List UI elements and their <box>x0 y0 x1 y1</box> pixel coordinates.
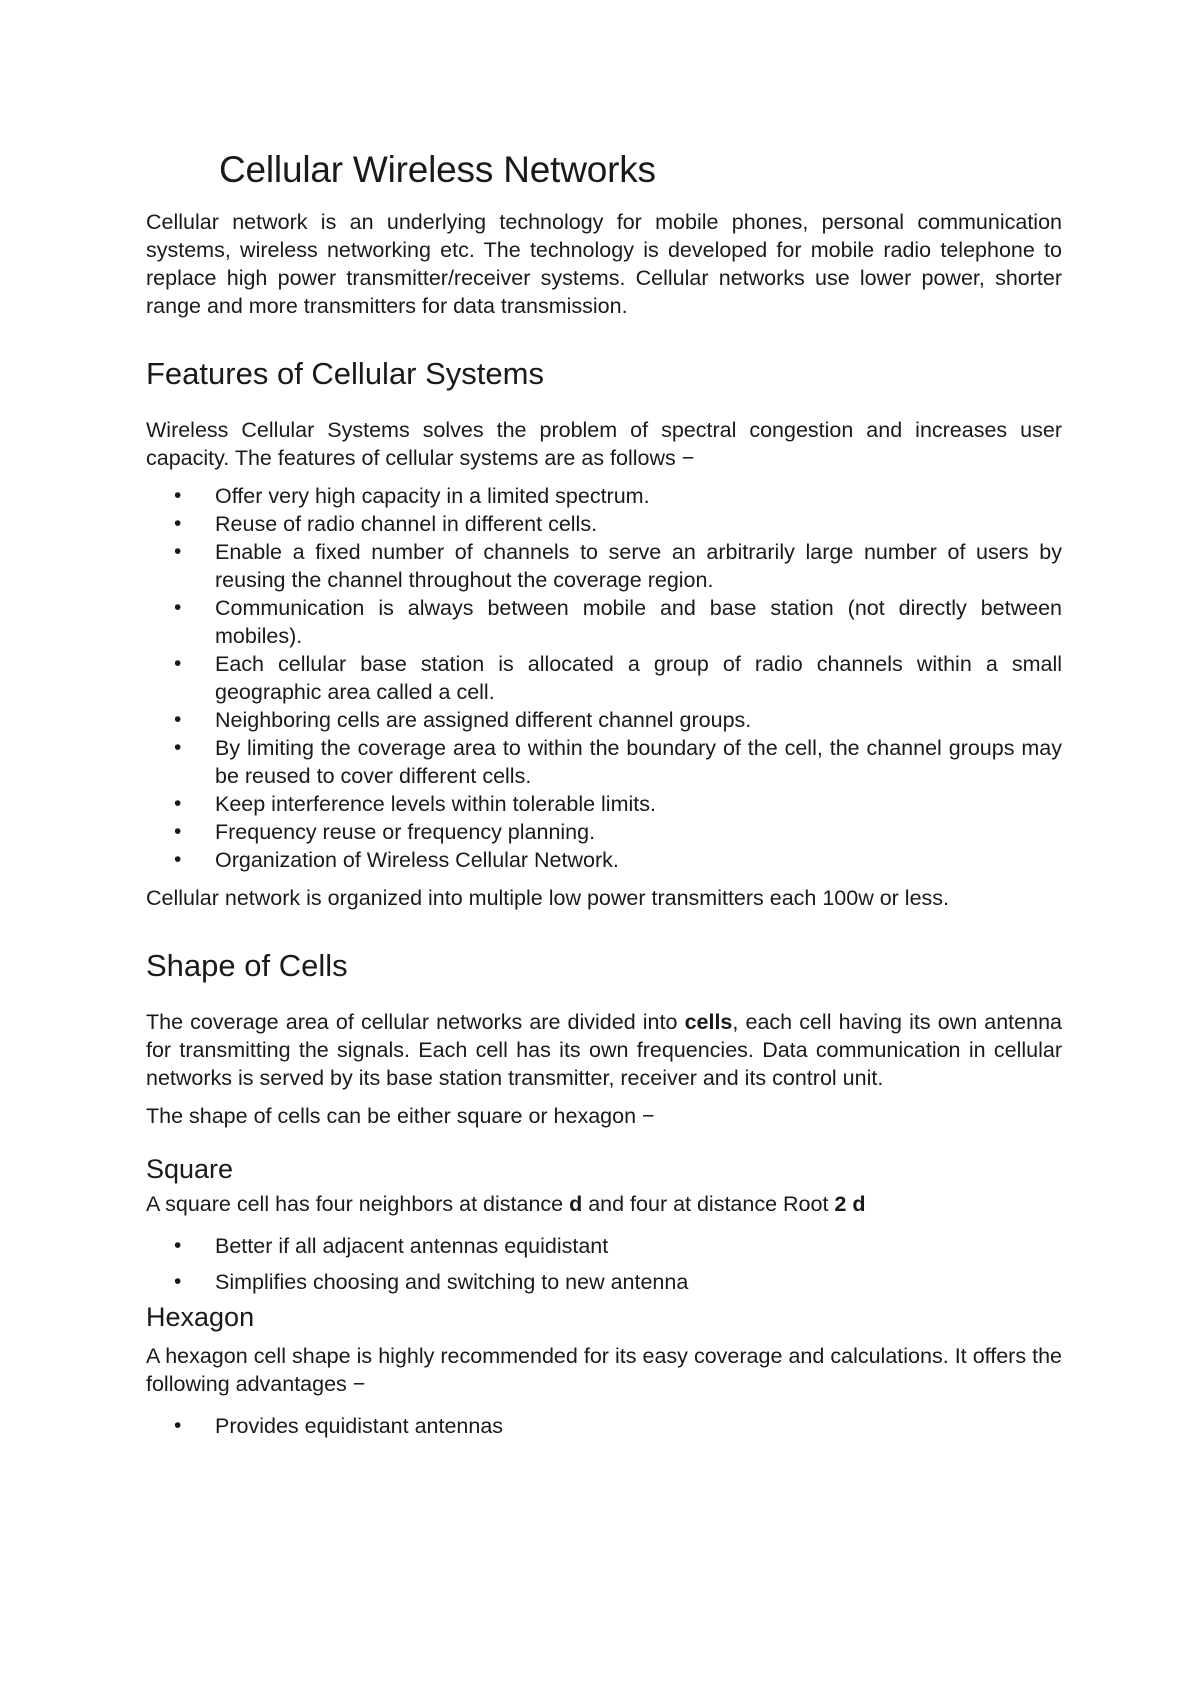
spacer <box>146 394 1062 416</box>
list-item-text: Offer very high capacity in a limited spectrum. <box>215 484 650 508</box>
bullet-icon: • <box>174 652 182 675</box>
list-item <box>146 510 1062 538</box>
document-page <box>146 146 1062 1444</box>
spacer <box>146 1334 1062 1342</box>
bullet-icon: • <box>174 848 182 871</box>
spacer <box>146 1130 1062 1152</box>
spacer <box>146 874 1062 884</box>
list-item-text: Organization of Wireless Cellular Network. <box>215 848 619 872</box>
bullet-icon: • <box>174 1270 182 1293</box>
features-list <box>146 482 1062 874</box>
spacer <box>146 1092 1062 1102</box>
square-list <box>146 1228 1062 1300</box>
list-item-text: Simplifies choosing and switching to new antenna <box>215 1270 689 1294</box>
bullet-icon: • <box>174 1414 182 1437</box>
list-item <box>146 482 1062 510</box>
shape-lead: The shape of cells can be either square or hexagon − <box>146 1104 655 1128</box>
shape-text-after: , each cell having its own antenna for transmitting the signals. Each cell has its own frequencies. Data communication in cellular networks is served by its base station transmitter, receiver and its control unit. <box>146 1010 1062 1090</box>
bullet-icon: • <box>174 736 182 759</box>
list-item <box>146 734 1062 790</box>
bullet-icon: • <box>174 512 182 535</box>
bullet-icon: • <box>174 708 182 731</box>
spacer <box>146 320 1062 354</box>
bullet-icon: • <box>174 792 182 815</box>
hexagon-heading: Hexagon <box>146 1302 255 1332</box>
spacer <box>146 986 1062 1008</box>
shape-text-bold: cells <box>684 1010 733 1034</box>
list-item-text: Provides equidistant antennas <box>215 1414 504 1438</box>
bullet-icon: • <box>174 596 182 619</box>
list-item-text: Keep interference levels within tolerable limits. <box>215 792 656 816</box>
features-intro: Wireless Cellular Systems solves the problem of spectral congestion and increases user capacity. The features of cellular systems are as follows − <box>146 418 1062 470</box>
square-paragraph <box>146 1190 1062 1218</box>
list-item <box>146 846 1062 874</box>
list-item <box>146 650 1062 706</box>
list-item-text: Communication is always between mobile and base station (not directly between mobiles). <box>215 596 1062 648</box>
list-item <box>146 594 1062 650</box>
features-heading: Features of Cellular Systems <box>146 356 544 391</box>
list-item-text: Frequency reuse or frequency planning. <box>215 820 596 844</box>
square-bold-1: d <box>569 1192 583 1216</box>
square-bold-2: 2 d <box>834 1192 866 1216</box>
list-item-text: Enable a fixed number of channels to serve an arbitrarily large number of users by reusing the channel throughout the coverage region. <box>215 540 1062 592</box>
list-item-text: Better if all adjacent antennas equidistant <box>215 1234 609 1258</box>
list-item <box>146 1228 1062 1264</box>
shape-heading: Shape of Cells <box>146 948 348 983</box>
list-item <box>146 1264 1062 1300</box>
spacer <box>146 1398 1062 1408</box>
list-item <box>146 1408 1062 1444</box>
spacer <box>146 1218 1062 1228</box>
list-item <box>146 706 1062 734</box>
list-item <box>146 818 1062 846</box>
list-item <box>146 790 1062 818</box>
list-item-text: By limiting the coverage area to within the boundary of the cell, the channel groups may be reused to cover different cells. <box>215 736 1062 788</box>
square-text-2: and four at distance Root <box>582 1192 835 1216</box>
list-item <box>146 538 1062 594</box>
hexagon-list <box>146 1408 1062 1444</box>
square-text-1: A square cell has four neighbors at distance <box>146 1192 570 1216</box>
spacer <box>146 472 1062 482</box>
bullet-icon: • <box>174 484 182 507</box>
square-heading: Square <box>146 1154 234 1184</box>
shape-paragraph <box>146 1008 1062 1092</box>
spacer <box>146 912 1062 946</box>
bullet-icon: • <box>174 1234 182 1257</box>
list-item-text: Each cellular base station is allocated a group of radio channels within a small geographic area called a cell. <box>215 652 1062 704</box>
bullet-icon: • <box>174 820 182 843</box>
hexagon-paragraph: A hexagon cell shape is highly recommended for its easy coverage and calculations. It offers the following advantages − <box>146 1344 1062 1396</box>
intro-paragraph: Cellular network is an underlying technology for mobile phones, personal communication systems, wireless networking etc. The technology is developed for mobile radio telephone to replace high power transmitter/receiver systems. Cellular networks use lower power, shorter range and more transmitters for data transmission. <box>146 210 1062 318</box>
list-item-text: Neighboring cells are assigned different channel groups. <box>215 708 752 732</box>
bullet-icon: • <box>174 540 182 563</box>
document-title: Cellular Wireless Networks <box>219 149 656 190</box>
list-item-text: Reuse of radio channel in different cells. <box>215 512 598 536</box>
features-outro: Cellular network is organized into multiple low power transmitters each 100w or less. <box>146 886 950 910</box>
shape-text-before: The coverage area of cellular networks are divided into <box>146 1010 685 1034</box>
